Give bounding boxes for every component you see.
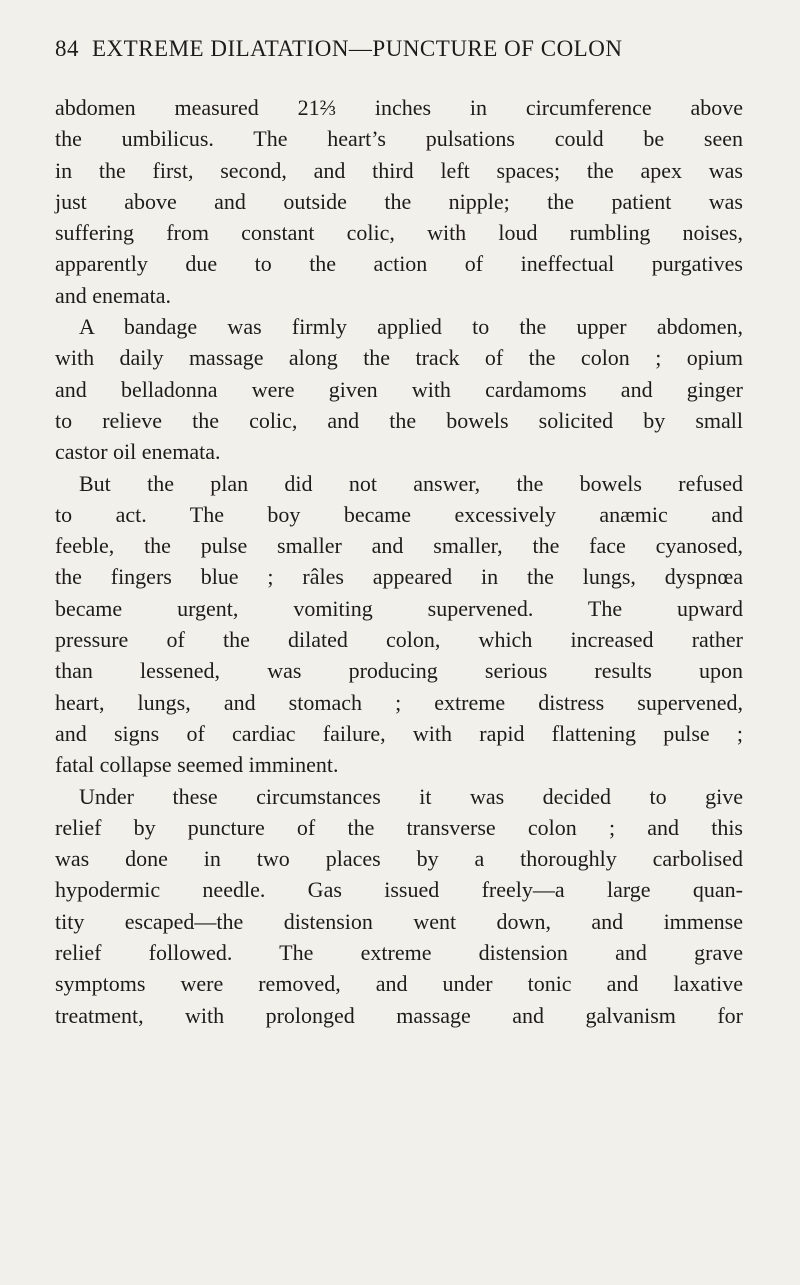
text-line: just above and outside the nipple; the patient was	[55, 188, 743, 214]
text-line: apparently due to the action of ineffectual purgatives	[55, 251, 743, 277]
running-head-title: EXTREME DILATATION—PUNCTURE OF COLON	[92, 36, 623, 61]
text-line: with daily massage along the track of the colon ; opium	[55, 345, 743, 371]
text-line: became urgent, vomiting supervened. The upward	[55, 595, 743, 621]
text-line: to relieve the colic, and the bowels solicited by small	[55, 407, 743, 433]
text-line: relief followed. The extreme distension and grave	[55, 940, 743, 966]
body-text	[55, 92, 743, 1031]
text-line: than lessened, was producing serious results upon	[55, 658, 743, 684]
text-line: suffering from constant colic, with loud rumbling noises,	[55, 220, 743, 246]
text-line: feeble, the pulse smaller and smaller, the face cyanosed,	[55, 533, 743, 559]
text-line: was done in two places by a thoroughly carbolised	[55, 846, 743, 872]
running-head	[55, 36, 738, 66]
text-line: and belladonna were given with cardamoms and ginger	[55, 376, 743, 402]
text-line: castor oil enemata.	[55, 439, 221, 465]
paragraph-start: A bandage was firmly applied to the upper abdomen,	[79, 314, 743, 340]
text-line: to act. The boy became excessively anæmic and	[55, 501, 743, 527]
text-line: in the first, second, and third left spaces; the apex was	[55, 157, 743, 183]
text-line: relief by puncture of the transverse colon ; and this	[55, 814, 743, 840]
text-line: and signs of cardiac failure, with rapid flattening pulse ;	[55, 720, 743, 746]
text-line: heart, lungs, and stomach ; extreme distress supervened,	[55, 689, 743, 715]
text-line: tity escaped—the distension went down, and immense	[55, 908, 743, 934]
text-line: fatal collapse seemed imminent.	[55, 752, 339, 778]
text-line: symptoms were removed, and under tonic and laxative	[55, 971, 743, 997]
text-line: pressure of the dilated colon, which increased rather	[55, 627, 743, 653]
text-line: the fingers blue ; râles appeared in the lungs, dyspnœa	[55, 564, 743, 590]
text-line: abdomen measured 21⅔ inches in circumference above	[55, 95, 743, 120]
page-number: 84	[55, 36, 79, 61]
paragraph-start: But the plan did not answer, the bowels refused	[79, 470, 743, 496]
paragraph-start: Under these circumstances it was decided to give	[79, 783, 743, 809]
text-line: hypodermic needle. Gas issued freely—a large quan-	[55, 877, 743, 903]
text-line: and enemata.	[55, 282, 172, 308]
text-line: the umbilicus. The heart’s pulsations could be seen	[55, 126, 743, 152]
text-line: treatment, with prolonged massage and galvanism for	[55, 1002, 743, 1028]
